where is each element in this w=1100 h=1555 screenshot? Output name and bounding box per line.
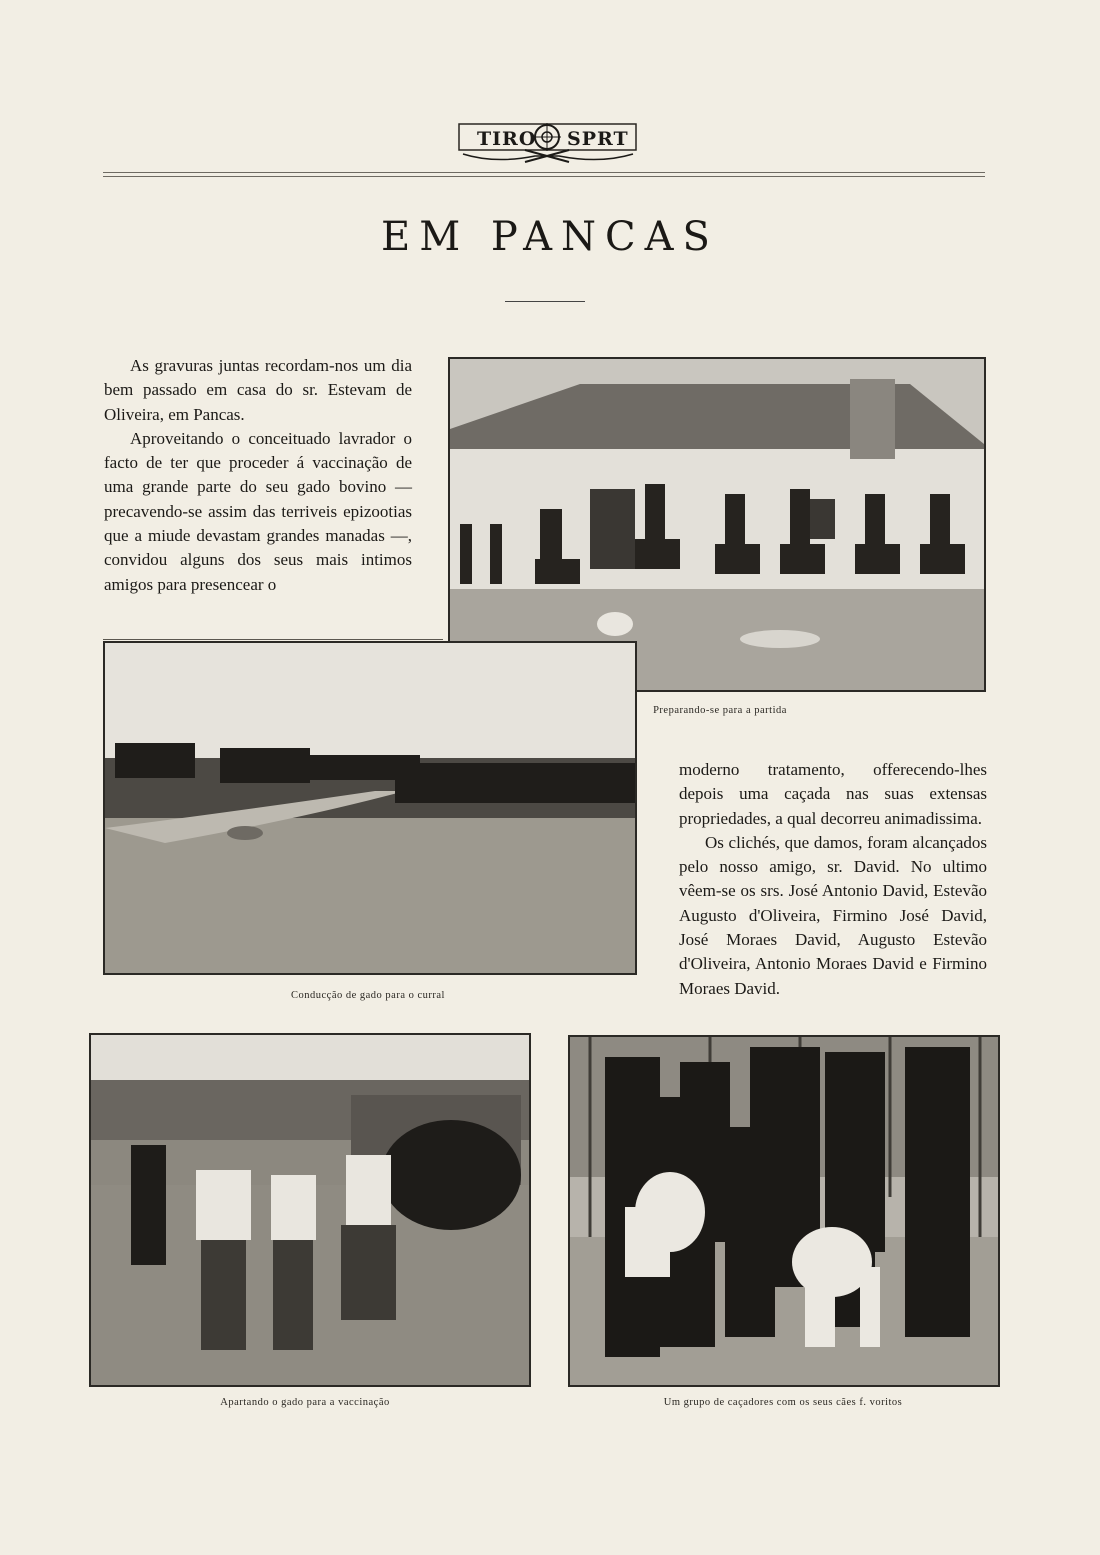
paragraph: moderno tratamento, offerecendo-lhes depois uma caçada nas suas extensas propriedades, a qual decorreu animadissima. (679, 760, 987, 828)
photo-hunters (568, 1035, 1000, 1387)
caption-herd: Conducção de gado para o curral (291, 990, 445, 1001)
photo-herd (103, 641, 637, 975)
caption-corral: Apartando o gado para a vaccinação (220, 1397, 390, 1408)
paragraph: As gravuras juntas recordam-nos um dia bem passado em casa do sr. Estevam de Oliveira, em Pancas. (104, 356, 412, 424)
caption-hunters: Um grupo de caçadores com os seus cães f. voritos (663, 1397, 903, 1408)
article-title: EM PANCAS (381, 214, 719, 260)
paragraph: Aproveitando o conceituado lavrador o facto de ter que proceder á vaccinação de uma grande parte do seu gado bovino —precavendo-se assim das terriveis epizootias que a miude devastam grandes manadas —, convidou alguns dos seus mais intimos amigos para presencear o (104, 428, 412, 594)
svg-text:SPRT: SPRT (567, 128, 629, 150)
header-rule-bottom (103, 176, 985, 177)
caption-riders: Preparando-se para a partida (653, 705, 787, 716)
svg-text:TIRO: TIRO (477, 128, 537, 150)
article-text-column-2 (679, 758, 987, 1001)
photo-herd-frame-line (103, 639, 443, 640)
article-text-column-1 (104, 354, 412, 597)
masthead-logo (455, 118, 640, 166)
paragraph: Os clichés, que damos, foram alcançados pelo nosso amigo, sr. David. No ultimo vêem-se os srs. José Antonio David, Estevão Augusto d'Oliveira, Firmino José David, José Moraes David, Augusto Estevão d'Oliveira, Antonio Moraes David e Firmino Moraes David. (679, 832, 987, 998)
title-divider (505, 301, 585, 302)
photo-corral (89, 1033, 531, 1387)
header-rule-top (103, 172, 985, 173)
